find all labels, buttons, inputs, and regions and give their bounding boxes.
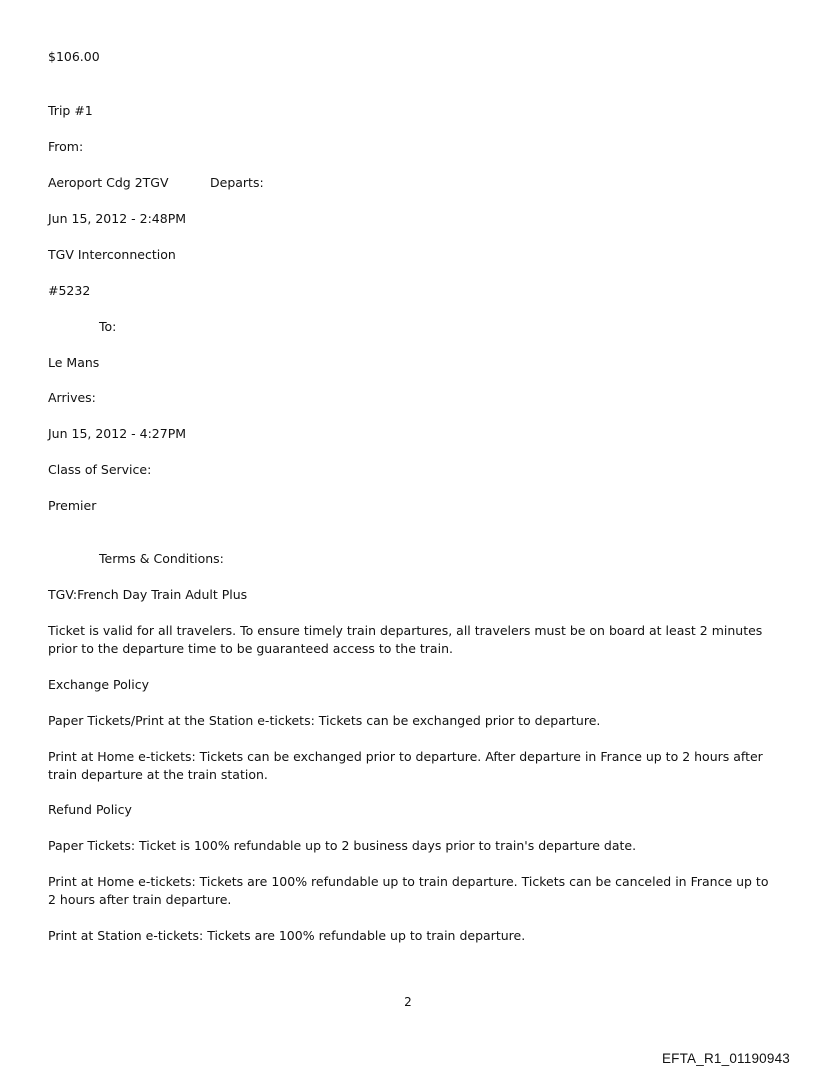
arrival-datetime: Jun 15, 2012 - 4:27PM [48, 426, 187, 441]
document-id-stamp: EFTA_R1_01190943 [661, 1051, 790, 1066]
train-name: TGV Interconnection [48, 247, 176, 262]
origin-station: Aeroport Cdg 2TGV [48, 175, 169, 190]
departs-label: Departs: [210, 175, 264, 190]
price: $106.00 [48, 49, 100, 64]
arrives-label: Arrives: [48, 390, 96, 405]
refund-paper-paragraph: Paper Tickets: Ticket is 100% refundable up to 2 business days prior to train's departure date. [48, 838, 637, 853]
destination-station: Le Mans [48, 355, 100, 370]
exchange-paper-station-paragraph: Paper Tickets/Print at the Station e-tickets: Tickets can be exchanged prior to departure. [48, 713, 601, 728]
terms-heading: Terms & Conditions: [99, 551, 224, 566]
train-number: #5232 [48, 283, 91, 298]
departure-datetime: Jun 15, 2012 - 2:48PM [48, 211, 187, 226]
to-label: To: [99, 319, 117, 334]
refund-print-station-paragraph: Print at Station e-tickets: Tickets are 100% refundable up to train departure. [48, 928, 526, 943]
refund-policy-heading: Refund Policy [48, 802, 132, 817]
class-of-service-label: Class of Service: [48, 462, 152, 477]
from-label: From: [48, 139, 84, 154]
fare-name: TGV:French Day Train Adult Plus [48, 587, 248, 602]
exchange-policy-heading: Exchange Policy [48, 677, 150, 692]
class-of-service-value: Premier [48, 498, 97, 513]
refund-print-home-paragraph: Print at Home e-tickets: Tickets are 100% refundable up to train departure. Tickets can be canceled in France up to 2 hours after train departure. [48, 874, 769, 907]
ticket-validity-paragraph: Ticket is valid for all travelers. To ensure timely train departures, all travelers must be on board at least 2 minutes prior to the departure time to be guaranteed access to the train. [48, 623, 763, 656]
page-number: 2 [404, 995, 412, 1009]
trip-title: Trip #1 [48, 103, 93, 118]
exchange-print-home-paragraph: Print at Home e-tickets: Tickets can be exchanged prior to departure. After departure in France up to 2 hours after train departure at the train station. [48, 749, 763, 782]
